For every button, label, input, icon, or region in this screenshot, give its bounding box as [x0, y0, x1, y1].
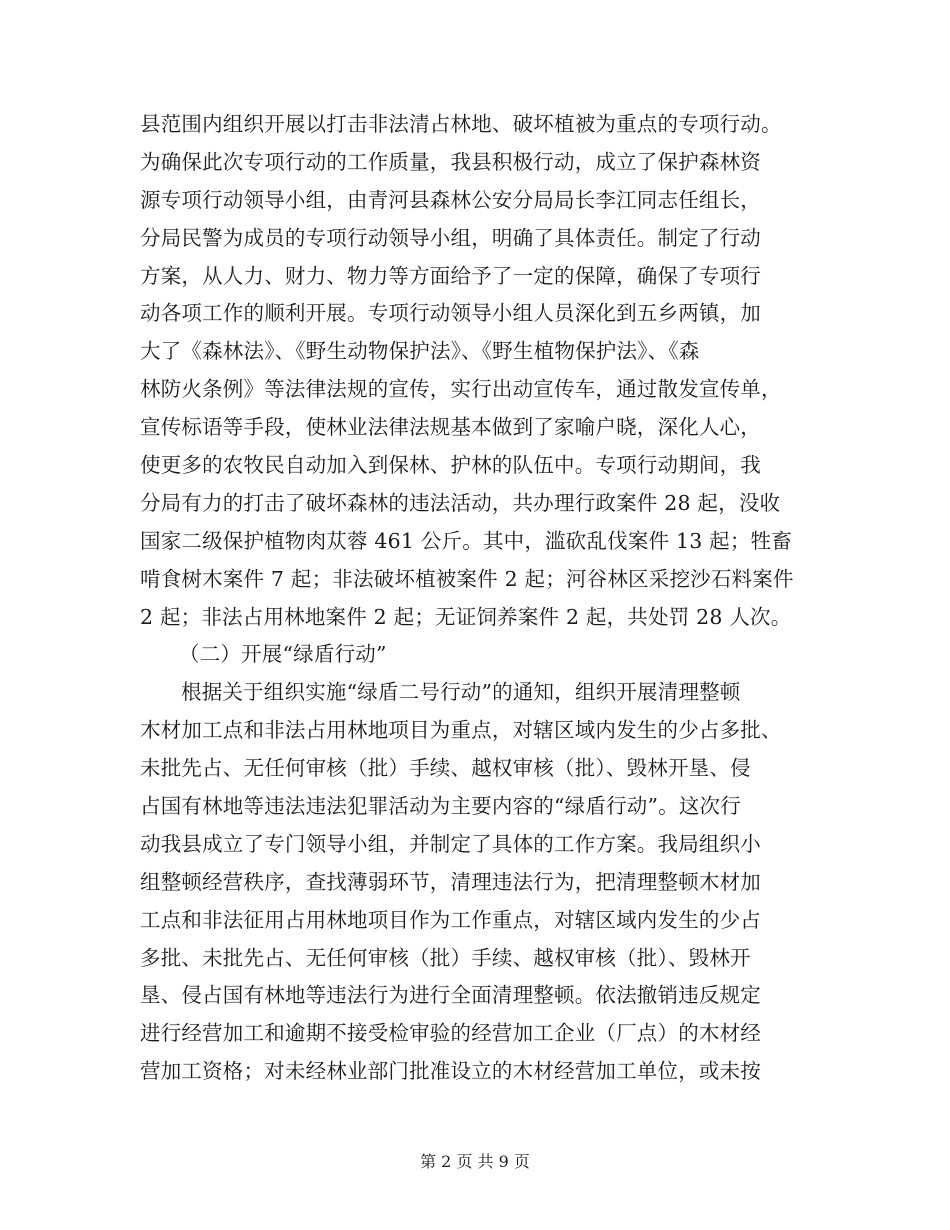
- text-line: 木材加工点和非法占用林地项目为重点，对辖区域内发生的少占多批、: [140, 718, 782, 743]
- text-line: 动各项工作的顺利开展。专项行动领导小组人员深化到五乡两镇，加: [140, 301, 761, 326]
- text-line: 源专项行动领导小组，由青河县森林公安分局局长李江同志任组长，: [140, 187, 761, 212]
- text-line: 垦、侵占国有林地等违法行为进行全面清理整顿。依法撤销违反规定: [140, 983, 761, 1008]
- text-line: 分局民警为成员的专项行动领导小组，明确了具体责任。制定了行动: [140, 225, 761, 250]
- text-line: 使更多的农牧民自动加入到保林、护林的队伍中。专项行动期间，我: [140, 453, 761, 478]
- text-line: 营加工资格；对未经林业部门批准设立的木材经营加工单位，或未按: [140, 1059, 761, 1084]
- text-line: 动我县成立了专门领导小组，并制定了具体的工作方案。我局组织小: [140, 831, 761, 856]
- text-line: 为确保此次专项行动的工作质量，我县积极行动，成立了保护森林资: [140, 149, 761, 174]
- text-line: 县范围内组织开展以打击非法清占林地、破坏植被为重点的专项行动。: [140, 112, 782, 136]
- text-line: 宣传标语等手段，使林业法律法规基本做到了家喻户晓，深化人心，: [140, 415, 761, 440]
- text-line: 啃食树木案件 7 起；非法破坏植被案件 2 起；河谷林区采挖沙石料案件: [140, 566, 794, 591]
- text-line: 方案，从人力、财力、物力等方面给予了一定的保障，确保了专项行: [140, 263, 761, 288]
- page-footer: 第 2 页 共 9 页: [420, 1152, 530, 1171]
- body-text: [140, 106, 820, 1091]
- section-heading: （二）开展“绿盾行动”: [179, 642, 387, 667]
- text-line: 根据关于组织实施“绿盾二号行动”的通知，组织开展清理整顿: [181, 680, 741, 705]
- text-line: 组整顿经营秩序，查找薄弱环节，清理违法行为，把清理整顿木材加: [140, 869, 761, 894]
- text-line: 林防火条例》等法律法规的宣传，实行出动宣传车，通过散发宣传单，: [140, 377, 782, 402]
- text-line: 分局有力的打击了破坏森林的违法活动，共办理行政案件 28 起，没收: [140, 490, 781, 515]
- text-line: 未批先占、无任何审核（批）手续、越权审核（批）、毁林开垦、侵: [140, 756, 751, 781]
- text-line: 国家二级保护植物肉苁蓉 461 公斤。其中，滥砍乱伐案件 13 起；牲畜: [140, 528, 792, 553]
- text-line: 多批、未批先占、无任何审核（批）手续、越权审核（批）、毁林开: [140, 945, 751, 970]
- text-line: 2 起；非法占用林地案件 2 起；无证饲养案件 2 起，共处罚 28 人次。: [140, 604, 792, 629]
- text-line: 大了《森林法》、《野生动物保护法》、《野生植物保护法》、《森: [140, 339, 700, 364]
- text-line: 进行经营加工和逾期不接受检审验的经营加工企业（厂点）的木材经: [140, 1021, 761, 1046]
- text-line: 占国有林地等违法违法犯罪活动为主要内容的“绿盾行动”。这次行: [140, 794, 741, 819]
- text-line: 工点和非法征用占用林地项目作为工作重点，对辖区域内发生的少占: [140, 907, 761, 932]
